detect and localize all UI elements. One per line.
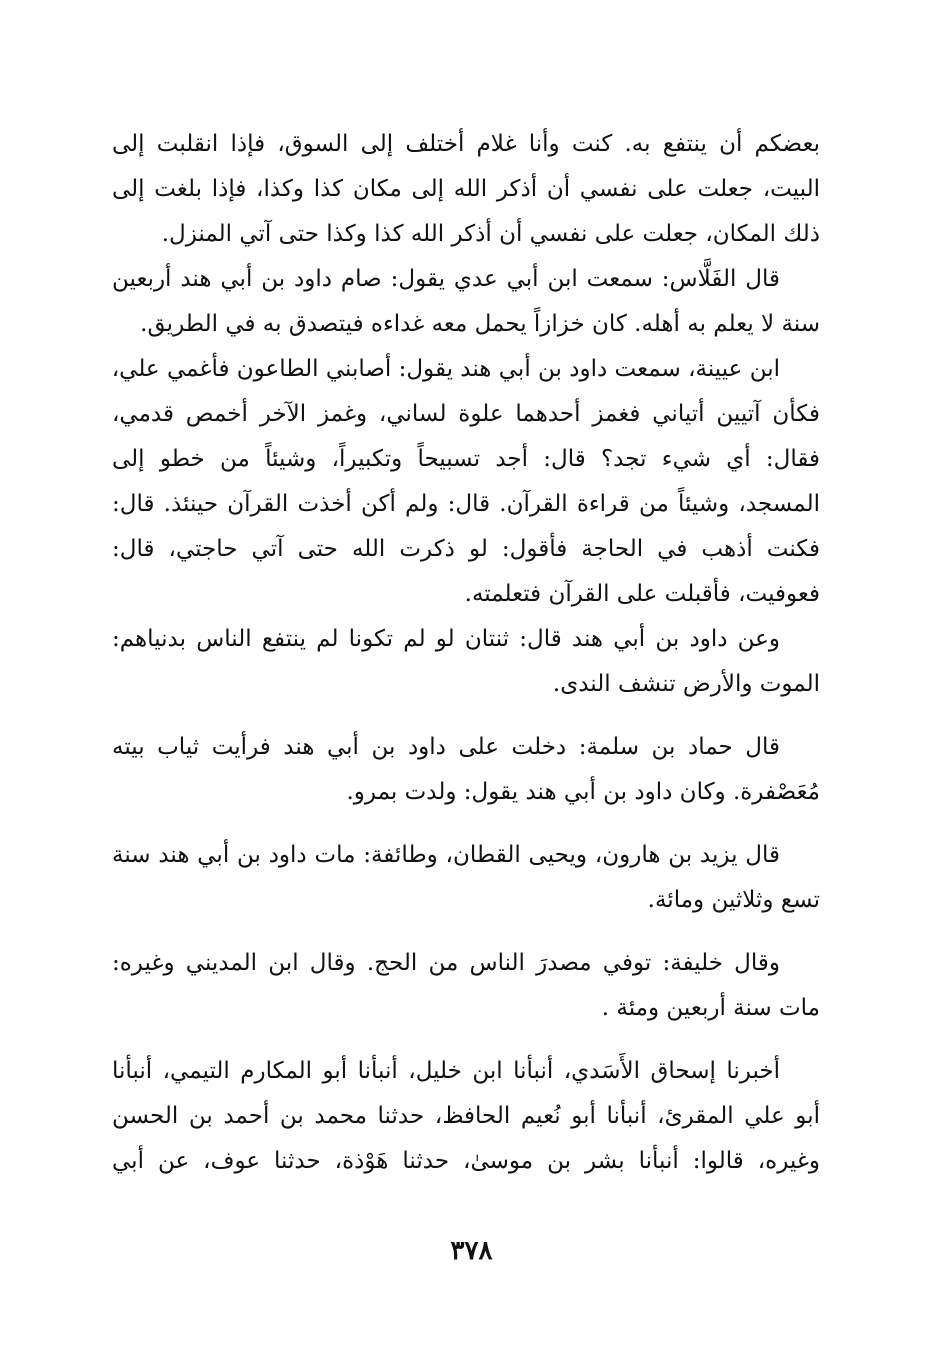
text-line: مات سنة أربعين ومئة . <box>601 995 820 1021</box>
text-line: البيت، جعلت على نفسي أن أذكر الله إلى مكان كذا وكذا، فإذا بلغت إلى <box>112 176 820 202</box>
text-line: المسجد، وشيئاً من قراءة القرآن. قال: ولم أكن أخذت القرآن حينئذ. قال: <box>112 491 820 517</box>
text-line: قال حماد بن سلمة: دخلت على داود بن أبي هند فرأيت ثياب بيته <box>112 734 780 760</box>
text-line: فعوفيت، فأقبلت على القرآن فتعلمته. <box>464 581 820 607</box>
text-line: وعن داود بن أبي هند قال: ثنتان لو لم تكونا لم ينتفع الناس بدنياهم: <box>112 626 780 652</box>
text-line: وغيره، قالوا: أنبأنا بشر بن موسىٰ، حدثنا هَوْذة، حدثنا عوف، عن أبي <box>112 1148 820 1174</box>
text-line: قال الفَلَّاس: سمعت ابن أبي عدي يقول: صام داود بن أبي هند أربعين <box>112 266 780 292</box>
paragraph-gap <box>112 923 820 941</box>
page-number: ٣٧٨ <box>450 1236 493 1266</box>
text-line: بعضكم أن ينتفع به. كنت وأنا غلام أختلف إلى السوق، فإذا انقلبت إلى <box>112 131 820 157</box>
paragraph-gap <box>112 707 820 725</box>
paragraph-gap <box>112 1031 820 1049</box>
text-line: فقال: أي شيء تجد؟ قال: أجد تسبيحاً وتكبيراً، وشيئاً من خطو إلى <box>112 446 820 472</box>
text-line: فكأن آتيين أتياني فغمز أحدهما علوة لساني، وغمز الآخر أخمص قدمي، <box>112 401 820 427</box>
text-line: الموت والأرض تنشف الندى. <box>552 671 820 697</box>
text-line: أخبرنا إسحاق الأَسَدي، أنبأنا ابن خليل، أنبأنا أبو المكارم التيمي، أنبأنا <box>112 1058 780 1084</box>
text-line: مُعَصْفرة. وكان داود بن أبي هند يقول: ولدت بمرو. <box>346 779 820 805</box>
text-line: ذلك المكان، جعلت على نفسي أن أذكر الله كذا وكذا حتى آتي المنزل. <box>161 221 820 247</box>
text-line: ابن عيينة، سمعت داود بن أبي هند يقول: أصابني الطاعون فأغمي علي، <box>111 356 780 382</box>
text-line: أبو علي المقرئ، أنبأنا أبو نُعيم الحافظ، حدثنا محمد بن أحمد بن الحسن <box>112 1103 820 1129</box>
text-line: تسع وثلاثين ومائة. <box>647 887 820 913</box>
text-line: وقال خليفة: توفي مصدرَ الناس من الحج. وقال ابن المديني وغيره: <box>112 950 780 976</box>
paragraph-gap <box>112 815 820 833</box>
text-line: فكنت أذهب في الحاجة فأقول: لو ذكرت الله حتى آتي حاجتي، قال: <box>112 536 820 562</box>
text-line: قال يزيد بن هارون، ويحيى القطان، وطائفة: مات داود بن أبي هند سنة <box>112 842 780 868</box>
body-text <box>112 122 820 1184</box>
text-line: سنة لا يعلم به أهله. كان خزازاً يحمل معه غداءه فيتصدق به في الطريق. <box>140 311 820 337</box>
